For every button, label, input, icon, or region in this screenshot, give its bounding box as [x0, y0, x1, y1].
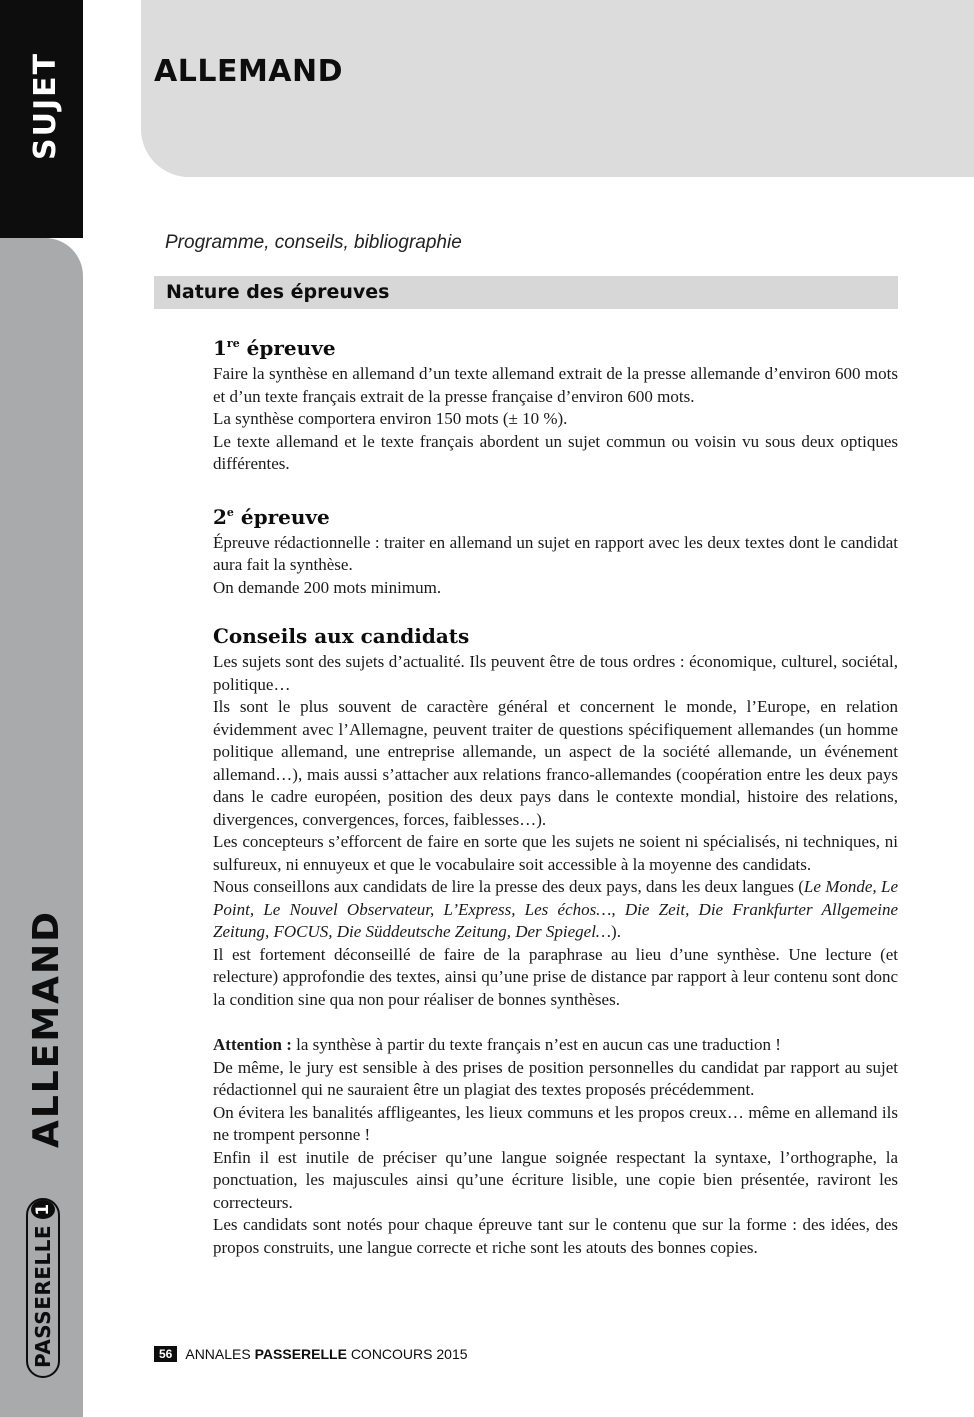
- conseils-paragraph: [213, 876, 898, 944]
- attention-paragraph: Les candidats sont notés pour chaque épreuve tant sur le contenu que sur la forme : des idées, des propos construits, une langue correcte et riche sont les atouts des bonnes copies.: [213, 1215, 898, 1257]
- sidebar-sujet-label: SUJET: [28, 51, 63, 160]
- conseils-paragraph: Il est fortement déconseillé de faire de la paraphrase au lieu d’une synthèse. Une lecture (et relecture) approfondie des textes, ainsi qu’une prise de distance par rapport à leur contenu sont donc la condition sine qua non pour réaliser de bonnes synthèses.: [213, 944, 898, 1009]
- page-footer: [154, 1346, 468, 1362]
- epreuve1-heading-text: épreuve: [239, 336, 336, 360]
- page-subtitle: Programme, conseils, bibliographie: [165, 232, 462, 253]
- attention-paragraph: De même, le jury est sensible à des prises de position personnelles du candidat par rapport au sujet rédactionnel qui ne sauraient être un plagiat des textes proposés précédemment.: [213, 1057, 898, 1099]
- footer-concours: CONCOURS 2015: [350, 1346, 468, 1362]
- epreuve1-paragraph: Faire la synthèse en allemand d’un texte allemand extrait de la presse allemande d’environ 600 mots et d’un texte français extrait de la presse française d’environ 600 mots.: [213, 364, 898, 406]
- epreuve2-heading-num: 2: [213, 504, 227, 529]
- attention-label: Attention :: [213, 1035, 292, 1054]
- logo-number: 1: [31, 1200, 55, 1219]
- passerelle-logo: [26, 1198, 60, 1378]
- attention-text: la synthèse à partir du texte français n’est en aucun cas une traduction !: [291, 1035, 781, 1054]
- logo-text: PASSERELLE: [31, 1224, 55, 1368]
- conseils-paragraph: Les sujets sont des sujets d’actualité. Ils peuvent être de tous ordres : économique, culturel, sociétal, politique…: [213, 652, 898, 694]
- epreuve1-heading: [213, 329, 898, 363]
- attention-paragraph: On évitera les banalités affligeantes, les lieux communs et les propos creux… même en allemand ils ne trompent personne !: [213, 1102, 898, 1144]
- attention-paragraph: [213, 1034, 898, 1057]
- conseils-paragraph: Ils sont le plus souvent de caractère général et concernent le monde, l’Europe, en relation évidemment avec l’Allemagne, peuvent traiter de questions spécifiquement allemandes (un homme politique allemand, une entreprise allemande, un aspect de la société allemande, un événement allemand…), mais aussi s’attacher aux relations franco-allemandes (coopération entre les deux pays dans le cadre européen, position des deux pays dans le contexte mondial, histoire des relations, divergences, convergences, forces, faiblesses…).: [213, 697, 898, 829]
- epreuve2-heading-sup: e: [226, 505, 234, 519]
- attention-paragraph: Enfin il est inutile de préciser qu’une langue soignée respectant la syntaxe, l’orthographe, la ponctuation, les majuscules ainsi qu’une écriture lisible, une copie bien présentée, raviront les correcteurs.: [213, 1147, 898, 1212]
- footer-passerelle: PASSERELLE: [254, 1346, 347, 1362]
- epreuve2-paragraph: On demande 200 mots minimum.: [213, 577, 442, 597]
- page-number: 56: [154, 1346, 177, 1362]
- conseils-heading: Conseils aux candidats: [213, 624, 470, 648]
- epreuve2-paragraph: Épreuve rédactionnelle : traiter en allemand un sujet en rapport avec les deux textes dont le candidat aura fait la synthèse.: [213, 532, 898, 574]
- epreuve2-heading: [213, 498, 898, 532]
- conseils-p4-end: ).: [611, 922, 621, 941]
- epreuve1-heading-num: 1: [213, 336, 227, 360]
- epreuve2-heading-text: épreuve: [233, 504, 330, 529]
- epreuve1-heading-sup: re: [226, 337, 240, 350]
- sidebar-subject-label: ALLEMAND: [26, 909, 67, 1148]
- section-header: [154, 276, 898, 309]
- conseils-p4-start: Nous conseillons aux candidats de lire la presse des deux pays, dans les deux langues (: [213, 877, 804, 896]
- press-titles: Le Monde, Le Point, Le Nouvel Observateur, L’Express, Les échos…, Die Zeit, Die Frankfurter Allgemeine Zeitung, FOCUS, Die Süddeutsche Zeitung, Der Spiegel…: [213, 877, 898, 941]
- footer-annales: ANNALES: [185, 1346, 251, 1362]
- epreuve1-paragraph: Le texte allemand et le texte français abordent un sujet commun ou voisin vu sous deux optiques différentes.: [213, 431, 898, 473]
- sidebar: [0, 0, 83, 1417]
- main-content: [213, 329, 898, 1259]
- conseils-paragraph: Les concepteurs s’efforcent de faire en sorte que les sujets ne soient ni spécialisés, ni techniques, ni sulfureux, ni ennuyeux et que le vocabulaire soit accessible à la moyenne des candidats.: [213, 832, 898, 874]
- section-title: Nature des épreuves: [166, 281, 390, 303]
- epreuve1-paragraph: La synthèse comportera environ 150 mots (± 10 %).: [213, 409, 568, 428]
- page-title: ALLEMAND: [154, 54, 344, 89]
